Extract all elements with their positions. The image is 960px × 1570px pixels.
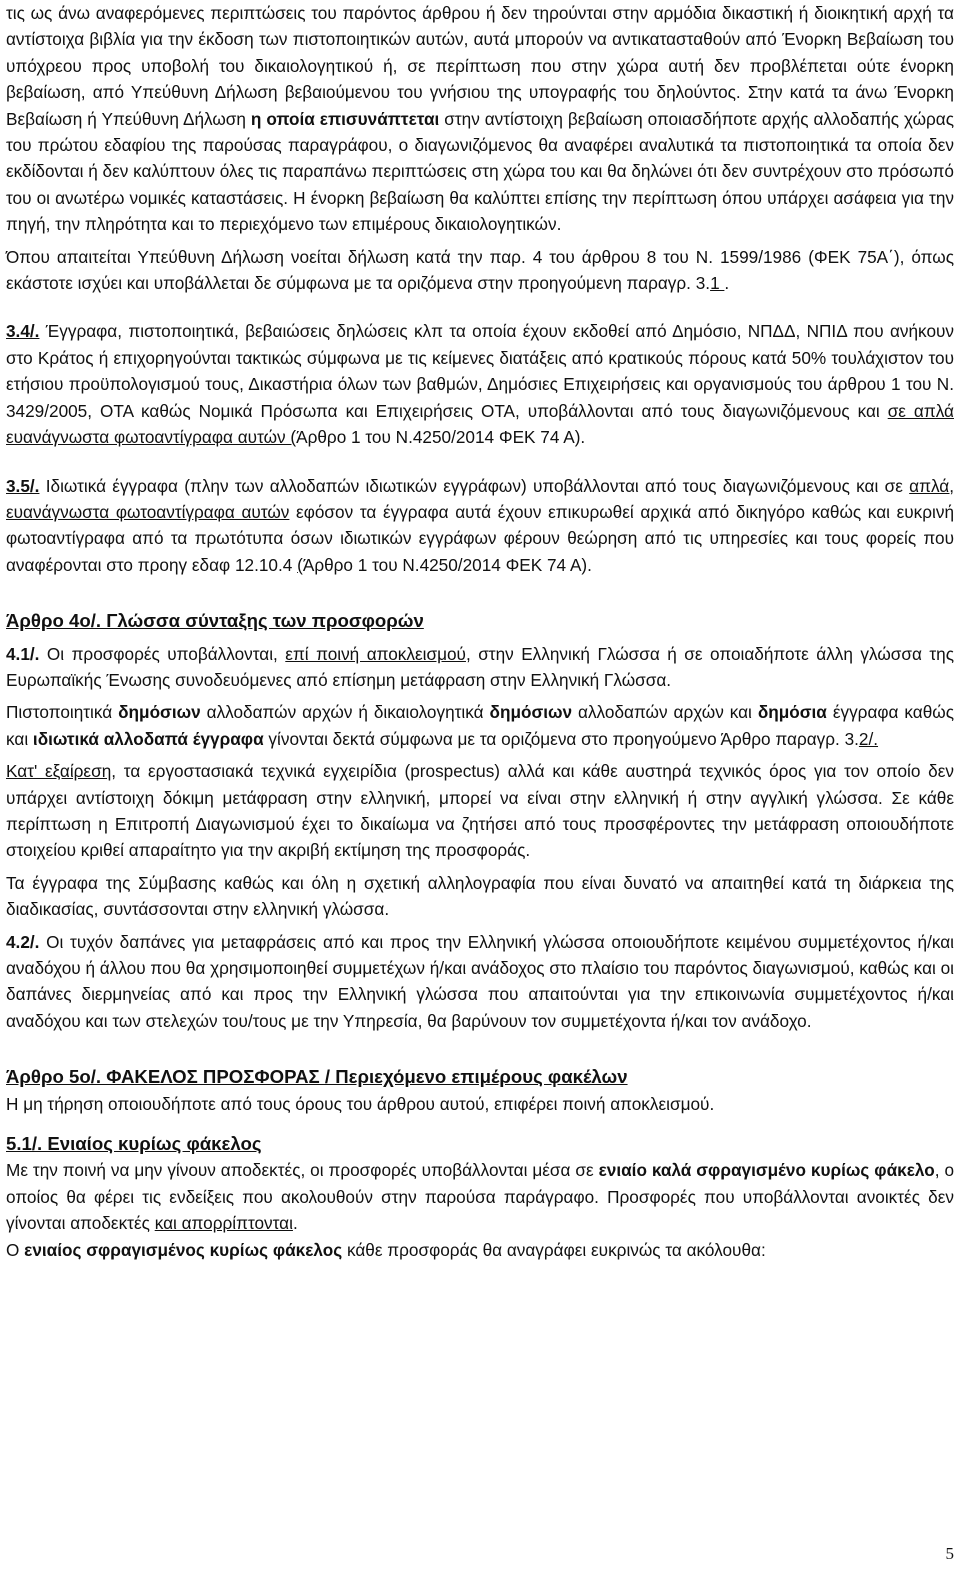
paragraph-foreign-certificates: Πιστοποιητικά δημόσιων αλλοδαπών αρχών ή δικαιολογητικά δημόσιων αλλοδαπών αρχών και δημόσια έγγραφα καθώς και ιδιωτικά αλλοδαπά έγγραφα γίνονται δεκτά σύμφωνα με τα οριζόμενα στο προηγούμενο Άρθρο παραγρ. 3.2/.: [6, 702, 954, 749]
paragraph-5-1: Με την ποινή να μην γίνουν αποδεκτές, οι προσφορές υποβάλλονται μέσα σε ενιαίο καλά σφραγισμένο κυρίως φάκελο, ο οποίος θα φέρει τις ενδείξεις που ακολουθούν στην παρούσα παράγραφο. Προσφορές που υποβάλλονται ανοικτές δεν γίνονται αποδεκτές και απορρίπτονται.: [6, 1160, 955, 1234]
paragraph-exclusion-notice: Η μη τήρηση οποιουδήποτε από τους όρους του άρθρου αυτού, επιφέρει ποινή αποκλεισμού.: [6, 1093, 715, 1114]
paragraph-4-2: 4.2/. Οι τυχόν δαπάνες για μεταφράσεις από και προς την Ελληνική γλώσσα οποιουδήποτε κειμένου συμμετέχοντος ή/και αναδόχου ή άλλου που θα χρησιμοποιηθεί συμμετέχων ή/και ανάδοχος στο πλαίσιο του παρόντος διαγωνισμού, καθώς και οι δαπάνες διερμηνείας από και προς την Ελληνική γλώσσα που απαιτούνται για την επικοινωνία συμμετέχοντος ή/και αναδόχου και των στελεχών του/τους με την Υπηρεσία, θα βαρύνουν τον συμμετέχοντα ή/και τον ανάδοχο.: [6, 931, 954, 1031]
section-number: 4.1/.: [6, 643, 40, 664]
section-5-1-heading: 5.1/. Ενιαίος κυρίως φάκελος: [6, 1133, 262, 1155]
paragraph-responsible-declaration: Όπου απαιτείται Υπεύθυνη Δήλωση νοείται δήλωση κατά την παρ. 4 του άρθρου 8 του Ν. 1599/1986 (ΦΕΚ 75Α΄), όπως εκάστοτε ισχύει και υποβάλλεται δε σύμφωνα με τα οριζόμενα στην προηγούμενη παραγρ. 3.1 .: [6, 246, 954, 294]
paragraph-4-1: 4.1/. Οι προσφορές υποβάλλονται, επί ποινή αποκλεισμού, στην Ελληνική Γλώσσα ή σε οποιαδήποτε άλλη γλώσσα της Ευρωπαϊκής Ένωσης συνοδευόμενες από επίσημη μετάφραση στην Ελληνική Γλώσσα.: [6, 643, 954, 690]
paragraph-sworn-declaration: τις ως άνω αναφερόμενες περιπτώσεις του παρόντος άρθρου ή δεν τηρούνται στην αρμόδια δικαστική ή διοικητική αρχή τα αντίστοιχα βιβλία για την έκδοση των πιστοποιητικών αυτών, αυτά μπορούν να αντικατασταθούν από Ένορκη Βεβαίωση του υπόχρεου προς υποβολή του δικαιολογητικού ή, σε περίπτωση που στην χώρα αυτή δεν προβλέπεται ούτε ένορκη βεβαίωση, από Υπεύθυνη Δήλωση βεβαιούμενου του γνήσιου της υπογραφής του δηλούντος. Στην κατά τα άνω Ένορκη Βεβαίωση ή Υπεύθυνη Δήλωση η οποία επισυνάπτεται στην αντίστοιχη βεβαίωση οποιασδήποτε αρχής αλλοδαπής χώρας του πρώτου εδαφίου της παρούσας παραγράφου, ο διαγωνιζόμενος θα αναφέρει αναλυτικά τα πιστοποιητικά τα οποία δεν εκδίδονται ή δεν καλύπτουν όλες τις παραπάνω περιπτώσεις στη χώρα του και θα δηλώνει ότι δεν συντρέχουν στο πρόσωπό του οι ανωτέρω νομικές καταστάσεις. Η ένορκη βεβαίωση θα καλύπτει επίσης την περίπτωση όπου υπάρχει ασάφεια για την πηγή, την πληρότητα και το περιεχόμενο των επιμέρους δικαιολογητικών.: [6, 3, 954, 235]
paragraph-contract-documents: Τα έγγραφα της Σύμβασης καθώς και όλη η σχετική αλληλογραφία που είναι δυνατό να απαιτηθεί κατά τη διάρκεια της διαδικασίας, συντάσσονται στην ελληνική γλώσσα.: [6, 872, 954, 920]
section-number: 3.5/.: [6, 475, 40, 496]
section-number: 3.4/.: [6, 321, 40, 342]
paragraph-3-5: 3.5/. Ιδιωτικά έγγραφα (πλην των αλλοδαπών ιδιωτικών εγγράφων) υποβάλλονται από τους διαγωνιζόμενους και σε απλά, ευανάγνωστα φωτοαντίγραφα αυτών εφόσον τα έγγραφα αυτά έχουν επικυρωθεί αρχικά από δικηγόρο καθώς και ευκρινή φωτοαντίγραφα από τα πρωτότυπα όσων ιδιωτικών εγγράφων φέρουν θεώρηση από τις υπηρεσίες και τους φορείς που αναφέρονται στο προηγ εδαφ 12.10.4 (Άρθρο 1 του Ν.4250/2014 ΦΕΚ 74 Α).: [6, 475, 955, 575]
paragraph-envelope-labels: Ο ενιαίος σφραγισμένος κυρίως φάκελος κάθε προσφοράς θα αναγράφει ευκρινώς τα ακόλουθα:: [6, 1239, 766, 1260]
article-4-heading: Άρθρο 4ο/. Γλώσσα σύνταξης των προσφορών: [6, 610, 424, 632]
page-number: 5: [945, 1544, 954, 1563]
section-number: 4.2/.: [6, 931, 40, 952]
article-5-heading: Άρθρο 5ο/. ΦΑΚΕΛΟΣ ΠΡΟΣΦΟΡΑΣ / Περιεχόμενο επιμέρους φακέλων: [6, 1066, 628, 1088]
paragraph-3-4: 3.4/. Έγγραφα, πιστοποιητικά, βεβαιώσεις δηλώσεις κλπ τα οποία έχουν εκδοθεί από Δημόσιο, ΝΠΔΔ, ΝΠΙΔ που ανήκουν στο Κράτος ή επιχορηγούνται τακτικώς σύμφωνα με τις κείμενες διατάξεις από κρατικούς πόρους κατά 50% τουλάχιστον του ετήσιου προϋπολογισμού τους, Δικαστήρια όλων των βαθμών, Δημόσιες Επιχειρήσεις και οργανισμούς του άρθρου 1 του Ν. 3429/2005, ΟΤΑ καθώς Νομικά Πρόσωπα και Επιχειρήσεις ΟΤΑ, υποβάλλονται από τους διαγωνιζόμενους και σε απλά ευανάγνωστα φωτοαντίγραφα αυτών (Άρθρο 1 του Ν.4250/2014 ΦΕΚ 74 Α).: [6, 321, 954, 448]
paragraph-exception: Κατ' εξαίρεση, τα εργοστασιακά τεχνικά εγχειρίδια (prospectus) αλλά και κάθε αυστηρά τεχνικός όρος για τον οποίο δεν υπάρχει αντίστοιχη δόκιμη μετάφραση στην ελληνική, μπορεί να είναι στην ελληνική ή στην αγγλική γλώσσα. Σε κάθε περίπτωση η Επιτροπή Διαγωνισμού έχει το δικαίωμα να ζητήσει από τους προσφέροντες την μετάφραση οποιουδήποτε στοιχείου κριθεί απαραίτητο για την ακριβή εκτίμηση της προσφοράς.: [6, 761, 954, 861]
document-page: [6, 0, 954, 1263]
